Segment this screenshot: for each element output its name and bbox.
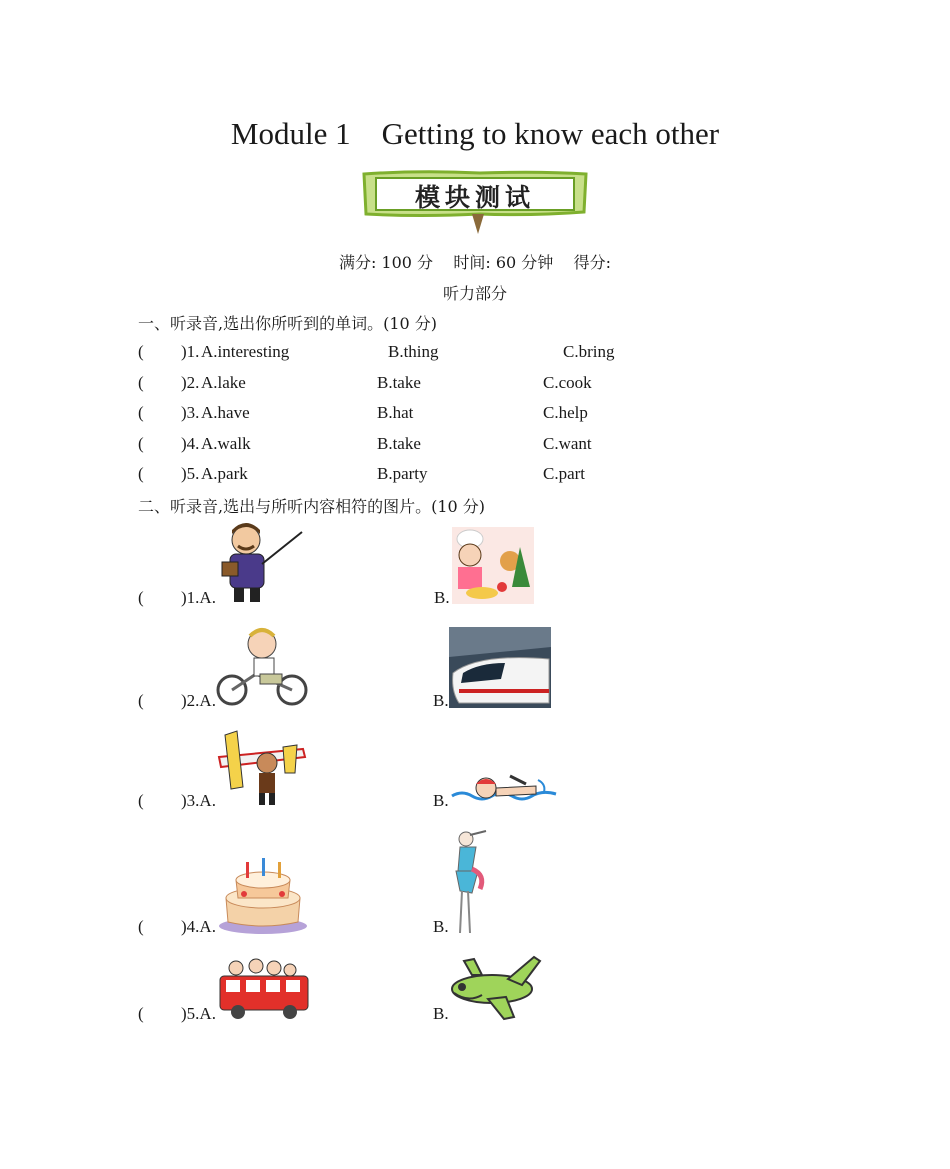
question-number: )4.	[181, 434, 200, 453]
option-b-label: B.	[433, 791, 449, 810]
option-a: A.park	[201, 464, 248, 483]
option-a: A.walk	[201, 434, 251, 453]
option-c: C.bring	[563, 342, 615, 361]
answer-paren: (	[138, 791, 144, 810]
answer-paren: (	[138, 403, 144, 422]
question-number: )5.A.	[181, 1004, 216, 1023]
option-b: B.take	[377, 434, 421, 453]
section1-heading: 一、听录音,选出你所听到的单词。(10 分)	[138, 314, 438, 333]
green-plane-picture-icon	[448, 955, 542, 1021]
option-b: B.party	[377, 464, 428, 483]
question-number: )5.	[181, 464, 200, 483]
option-c: C.help	[543, 403, 588, 422]
pilot-with-plane-picture-icon	[217, 727, 307, 807]
option-b-label: B.	[433, 1004, 449, 1023]
answer-paren: (	[138, 691, 144, 710]
train-picture-icon	[449, 627, 551, 708]
option-b: B.hat	[377, 403, 414, 422]
module-test-badge	[360, 168, 590, 236]
bus-with-people-picture-icon	[218, 958, 310, 1020]
option-b-label: B.	[433, 691, 449, 710]
option-b-label: B.	[433, 917, 449, 936]
badge-label: 模块测试	[414, 183, 535, 212]
question-number: )2.	[181, 373, 200, 392]
section2-heading: 二、听录音,选出与所听内容相符的图片。(10 分)	[138, 497, 486, 516]
option-a: A.have	[201, 403, 250, 422]
option-b: B.take	[377, 373, 421, 392]
option-c: C.cook	[543, 373, 592, 392]
page-title: Module 1 Getting to know each other	[230, 116, 720, 151]
answer-paren: (	[138, 588, 144, 607]
question-number: )1.A.	[181, 588, 216, 607]
listening-header: 听力部分	[442, 284, 507, 303]
dancing-woman-picture-icon	[446, 829, 490, 937]
option-a: A.lake	[201, 373, 246, 392]
option-c: C.part	[543, 464, 586, 483]
option-c: C.want	[543, 434, 592, 453]
question-number: )3.A.	[181, 791, 216, 810]
score-line: 满分: 100 分 时间: 60 分钟 得分:	[338, 253, 612, 272]
cook-girl-picture-icon	[452, 527, 534, 604]
question-number: )2.A.	[181, 691, 216, 710]
answer-paren: (	[138, 917, 144, 936]
birthday-cake-picture-icon	[218, 854, 308, 934]
answer-paren: (	[138, 1004, 144, 1023]
boy-riding-bike-picture-icon	[216, 624, 308, 708]
option-b-label: B.	[434, 588, 450, 607]
option-a: A.interesting	[201, 342, 290, 361]
answer-paren: (	[138, 464, 144, 483]
answer-paren: (	[138, 342, 144, 361]
teacher-picture-icon	[216, 520, 304, 606]
option-b: B.thing	[388, 342, 439, 361]
answer-paren: (	[138, 434, 144, 453]
question-number: )4.A.	[181, 917, 216, 936]
question-number: )3.	[181, 403, 200, 422]
swimmer-picture-icon	[450, 770, 558, 808]
question-number: )1.	[181, 342, 200, 361]
answer-paren: (	[138, 373, 144, 392]
